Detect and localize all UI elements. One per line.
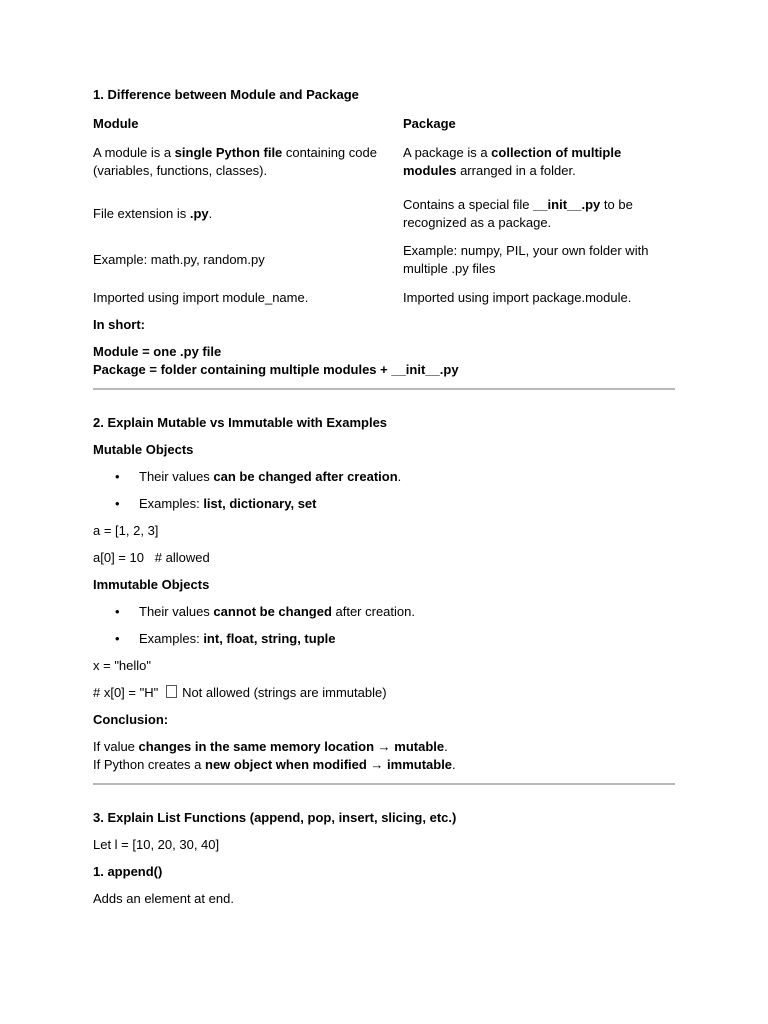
bold-text: .py: [189, 206, 209, 221]
section-1-title: 1. Difference between Module and Package: [93, 87, 359, 102]
bullet-icon: •: [115, 496, 120, 511]
col-header-module: Module: [93, 116, 139, 131]
bullet-icon: •: [115, 604, 120, 619]
text-run: Examples:: [139, 496, 204, 511]
text-run: .: [444, 739, 448, 754]
in-short-heading: In short:: [93, 317, 145, 332]
section-2-title: 2. Explain Mutable vs Immutable with Examples: [93, 415, 388, 430]
mutable-heading: Mutable Objects: [93, 442, 194, 457]
text-run: containing code (variables, functions, classes).: [93, 145, 377, 178]
text-run: If Python creates a: [93, 757, 206, 772]
code-line: [93, 684, 675, 702]
bold-text: can be changed after creation: [213, 469, 398, 484]
text-run: File extension is: [93, 206, 190, 221]
table-row: [93, 191, 675, 237]
package-cell: [403, 196, 675, 232]
subheading-append: 1. append(): [93, 864, 163, 879]
text-run: Example: numpy, PIL, your own folder with multiple .py files: [403, 243, 649, 276]
module-cell: [93, 144, 403, 191]
list-item: [93, 603, 675, 621]
text-run: .: [397, 469, 402, 484]
text-run: Their values: [139, 604, 214, 619]
conclusion-line: [93, 756, 675, 774]
code-line: a = [1, 2, 3]: [93, 523, 159, 538]
append-description: Adds an element at end.: [93, 891, 234, 906]
text-run: arranged in a folder.: [456, 163, 576, 178]
summary-package: Package = folder containing multiple modules + __init__.py: [93, 362, 459, 377]
text-run: Imported using import package.module.: [403, 289, 632, 305]
page-content: [93, 86, 675, 908]
bold-text: int, float, string, tuple: [203, 631, 336, 646]
bullet-text: [139, 603, 415, 621]
conclusion-heading: Conclusion:: [93, 712, 169, 727]
bullet-text: [139, 630, 335, 648]
bullet-text: [139, 468, 401, 486]
table-row: [93, 237, 675, 283]
table-row: [93, 144, 675, 191]
text-run: to be recognized as a package.: [403, 197, 633, 230]
summary-module: Module = one .py file: [93, 344, 222, 359]
text-run: Examples:: [139, 631, 204, 646]
text-run: A module is a: [93, 145, 175, 160]
list-item: [93, 468, 675, 486]
text-run: A package is a: [403, 145, 492, 160]
text-run: Contains a special file: [403, 197, 534, 212]
immutable-heading: Immutable Objects: [93, 577, 210, 592]
module-cell: [93, 251, 403, 269]
module-cell: [93, 289, 403, 307]
text-run: .: [208, 206, 213, 221]
bullet-icon: •: [115, 469, 120, 484]
package-cell: [403, 144, 675, 191]
bullet-text: [139, 495, 317, 513]
col-header-package: Package: [403, 116, 456, 131]
conclusion-line: [93, 738, 675, 756]
list-item: [93, 495, 675, 513]
bold-text: new object when modified → immutable: [205, 757, 453, 772]
list-item: [93, 630, 675, 648]
bold-text: collection of multiple modules: [403, 145, 622, 178]
package-cell: [403, 242, 675, 278]
package-cell: [403, 289, 675, 307]
text-run: Example: math.py, random.py: [93, 252, 265, 267]
text-run: If value: [93, 739, 139, 754]
code-line: x = "hello": [93, 658, 152, 673]
code-comment: Not allowed (strings are immutable): [178, 685, 387, 700]
missing-glyph-icon: [166, 685, 177, 698]
section-3-title: 3. Explain List Functions (append, pop, insert, slicing, etc.): [93, 810, 457, 825]
bold-text: cannot be changed: [213, 604, 332, 619]
text-run: Their values: [139, 469, 214, 484]
table-header-row: [93, 115, 675, 133]
text-run: after creation.: [331, 604, 415, 619]
bullet-icon: •: [115, 631, 120, 646]
bold-text: list, dictionary, set: [203, 496, 317, 511]
table-row: [93, 283, 675, 312]
module-cell: [93, 205, 403, 223]
code-line: a[0] = 10 # allowed: [93, 550, 210, 565]
code-text: # x[0] = "H": [93, 685, 166, 700]
text-run: Imported using import module_name.: [93, 289, 309, 305]
bold-text: __init__.py: [533, 197, 601, 212]
text-run: .: [452, 757, 456, 772]
list-definition: Let l = [10, 20, 30, 40]: [93, 837, 220, 852]
bold-text: single Python file: [174, 145, 283, 160]
bold-text: changes in the same memory location → mutable: [138, 739, 445, 754]
